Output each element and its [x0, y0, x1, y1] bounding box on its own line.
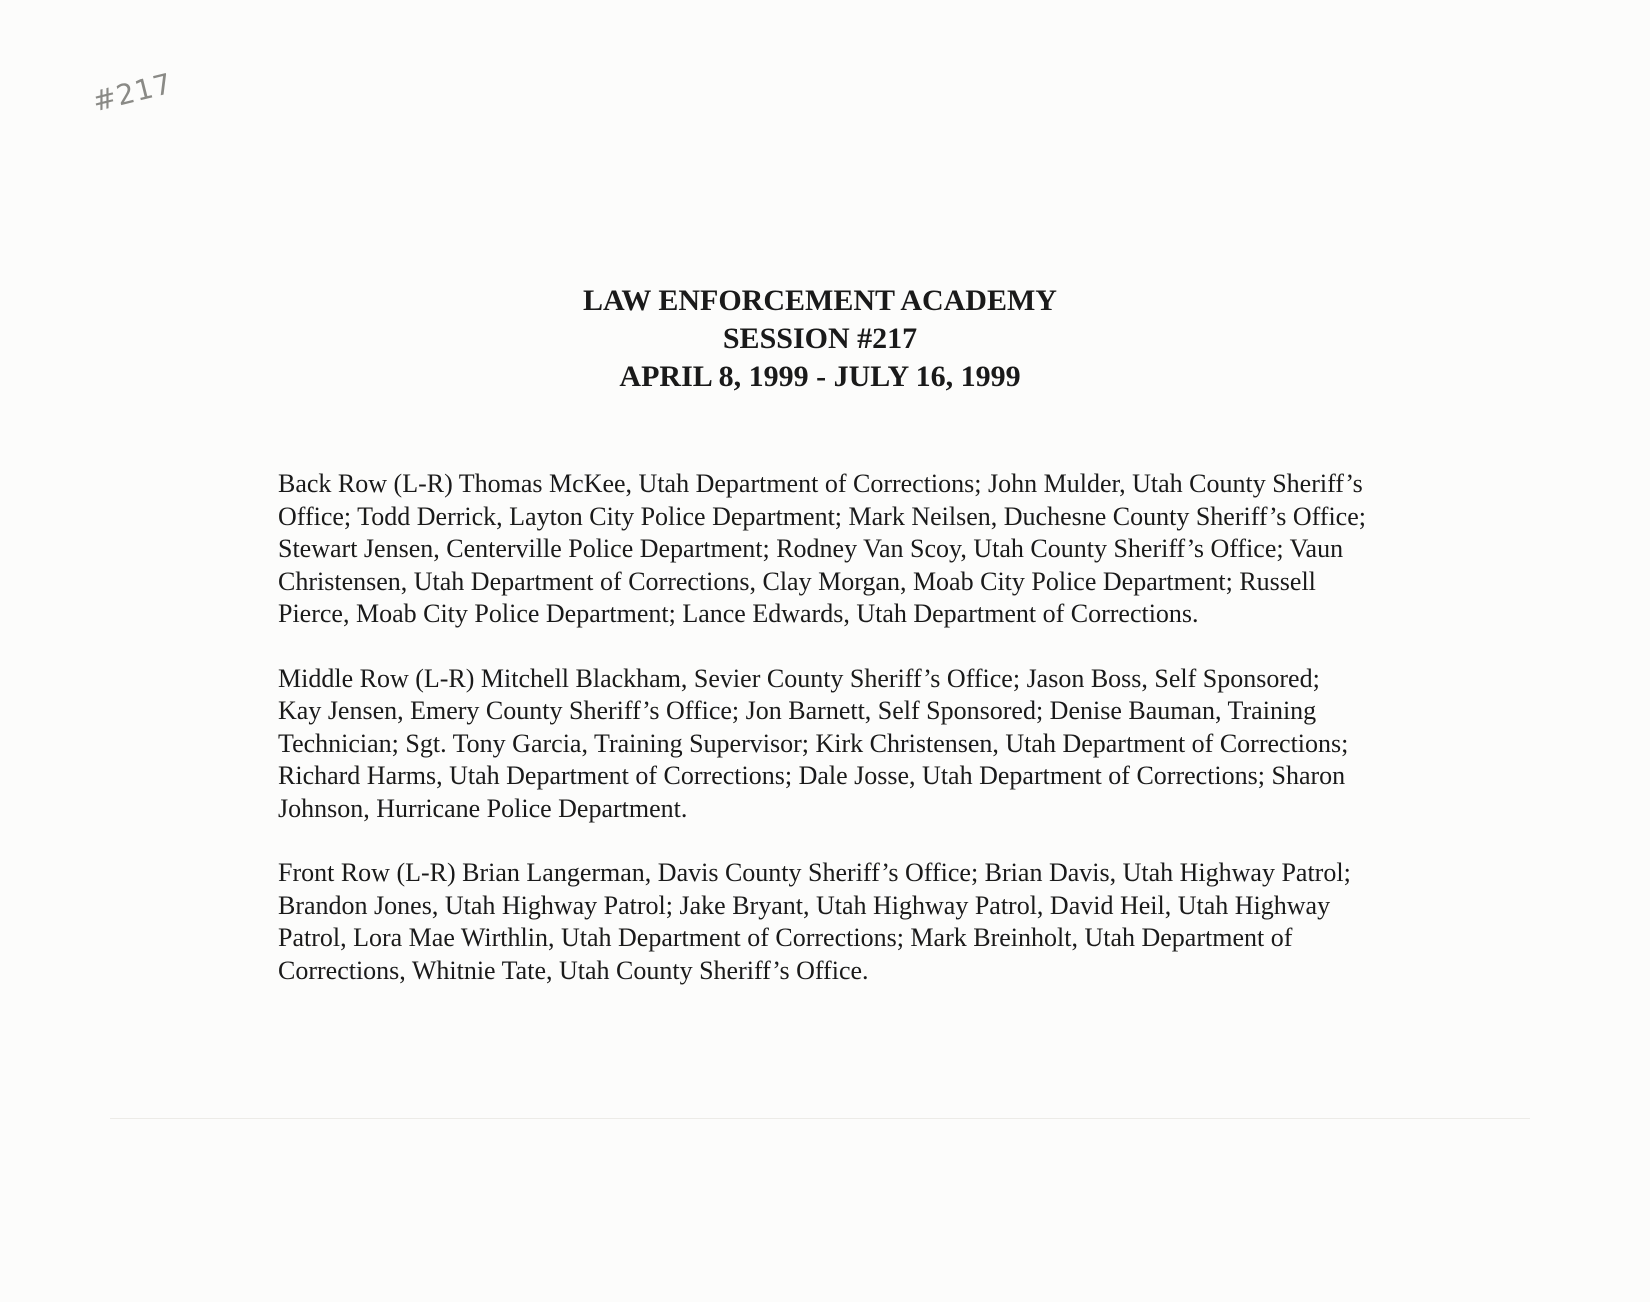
back-row-paragraph: Back Row (L-R) Thomas McKee, Utah Department of Corrections; John Mulder, Utah County Sheriff’s Office; Todd Derrick, Layton City Police Department; Mark Neilsen, Duchesne County Sheriff’s Office; Stewart Jensen, Centerville Police Department; Rodney Van Scoy, Utah County Sheriff’s Office; Vaun Christensen, Utah Department of Corrections, Clay Morgan, Moab City Police Department; Russell Pierce, Moab City Police Department; Lance Edwards, Utah Department of Corrections.: [278, 469, 1366, 628]
academy-title: LAW ENFORCEMENT ACADEMY: [583, 284, 1057, 317]
session-number: SESSION #217: [722, 322, 918, 355]
middle-row-paragraph: Middle Row (L-R) Mitchell Blackham, Sevier County Sheriff’s Office; Jason Boss, Self Sponsored; Kay Jensen, Emery County Sheriff’s Office; Jon Barnett, Self Sponsored; Denise Bauman, Training Technician; Sgt. Tony Garcia, Training Supervisor; Kirk Christensen, Utah Department of Corrections; Richard Harms, Utah Department of Corrections; Dale Josse, Utah Department of Corrections; Sharon Johnson, Hurricane Police Department.: [278, 663, 1349, 823]
roster-text: [278, 468, 1368, 1019]
handwritten-session-note: #217: [89, 66, 176, 119]
scan-edge-line: [110, 1118, 1530, 1119]
front-row-paragraph: Front Row (L-R) Brian Langerman, Davis County Sheriff’s Office; Brian Davis, Utah Highway Patrol; Brandon Jones, Utah Highway Patrol; Jake Bryant, Utah Highway Patrol, David Heil, Utah Highway Patrol, Lora Mae Wirthlin, Utah Department of Corrections; Mark Breinholt, Utah Department of Corrections, Whitnie Tate, Utah County Sheriff’s Office.: [278, 858, 1351, 985]
session-dates: APRIL 8, 1999 - JULY 16, 1999: [619, 360, 1021, 393]
document-header: [0, 282, 1640, 396]
